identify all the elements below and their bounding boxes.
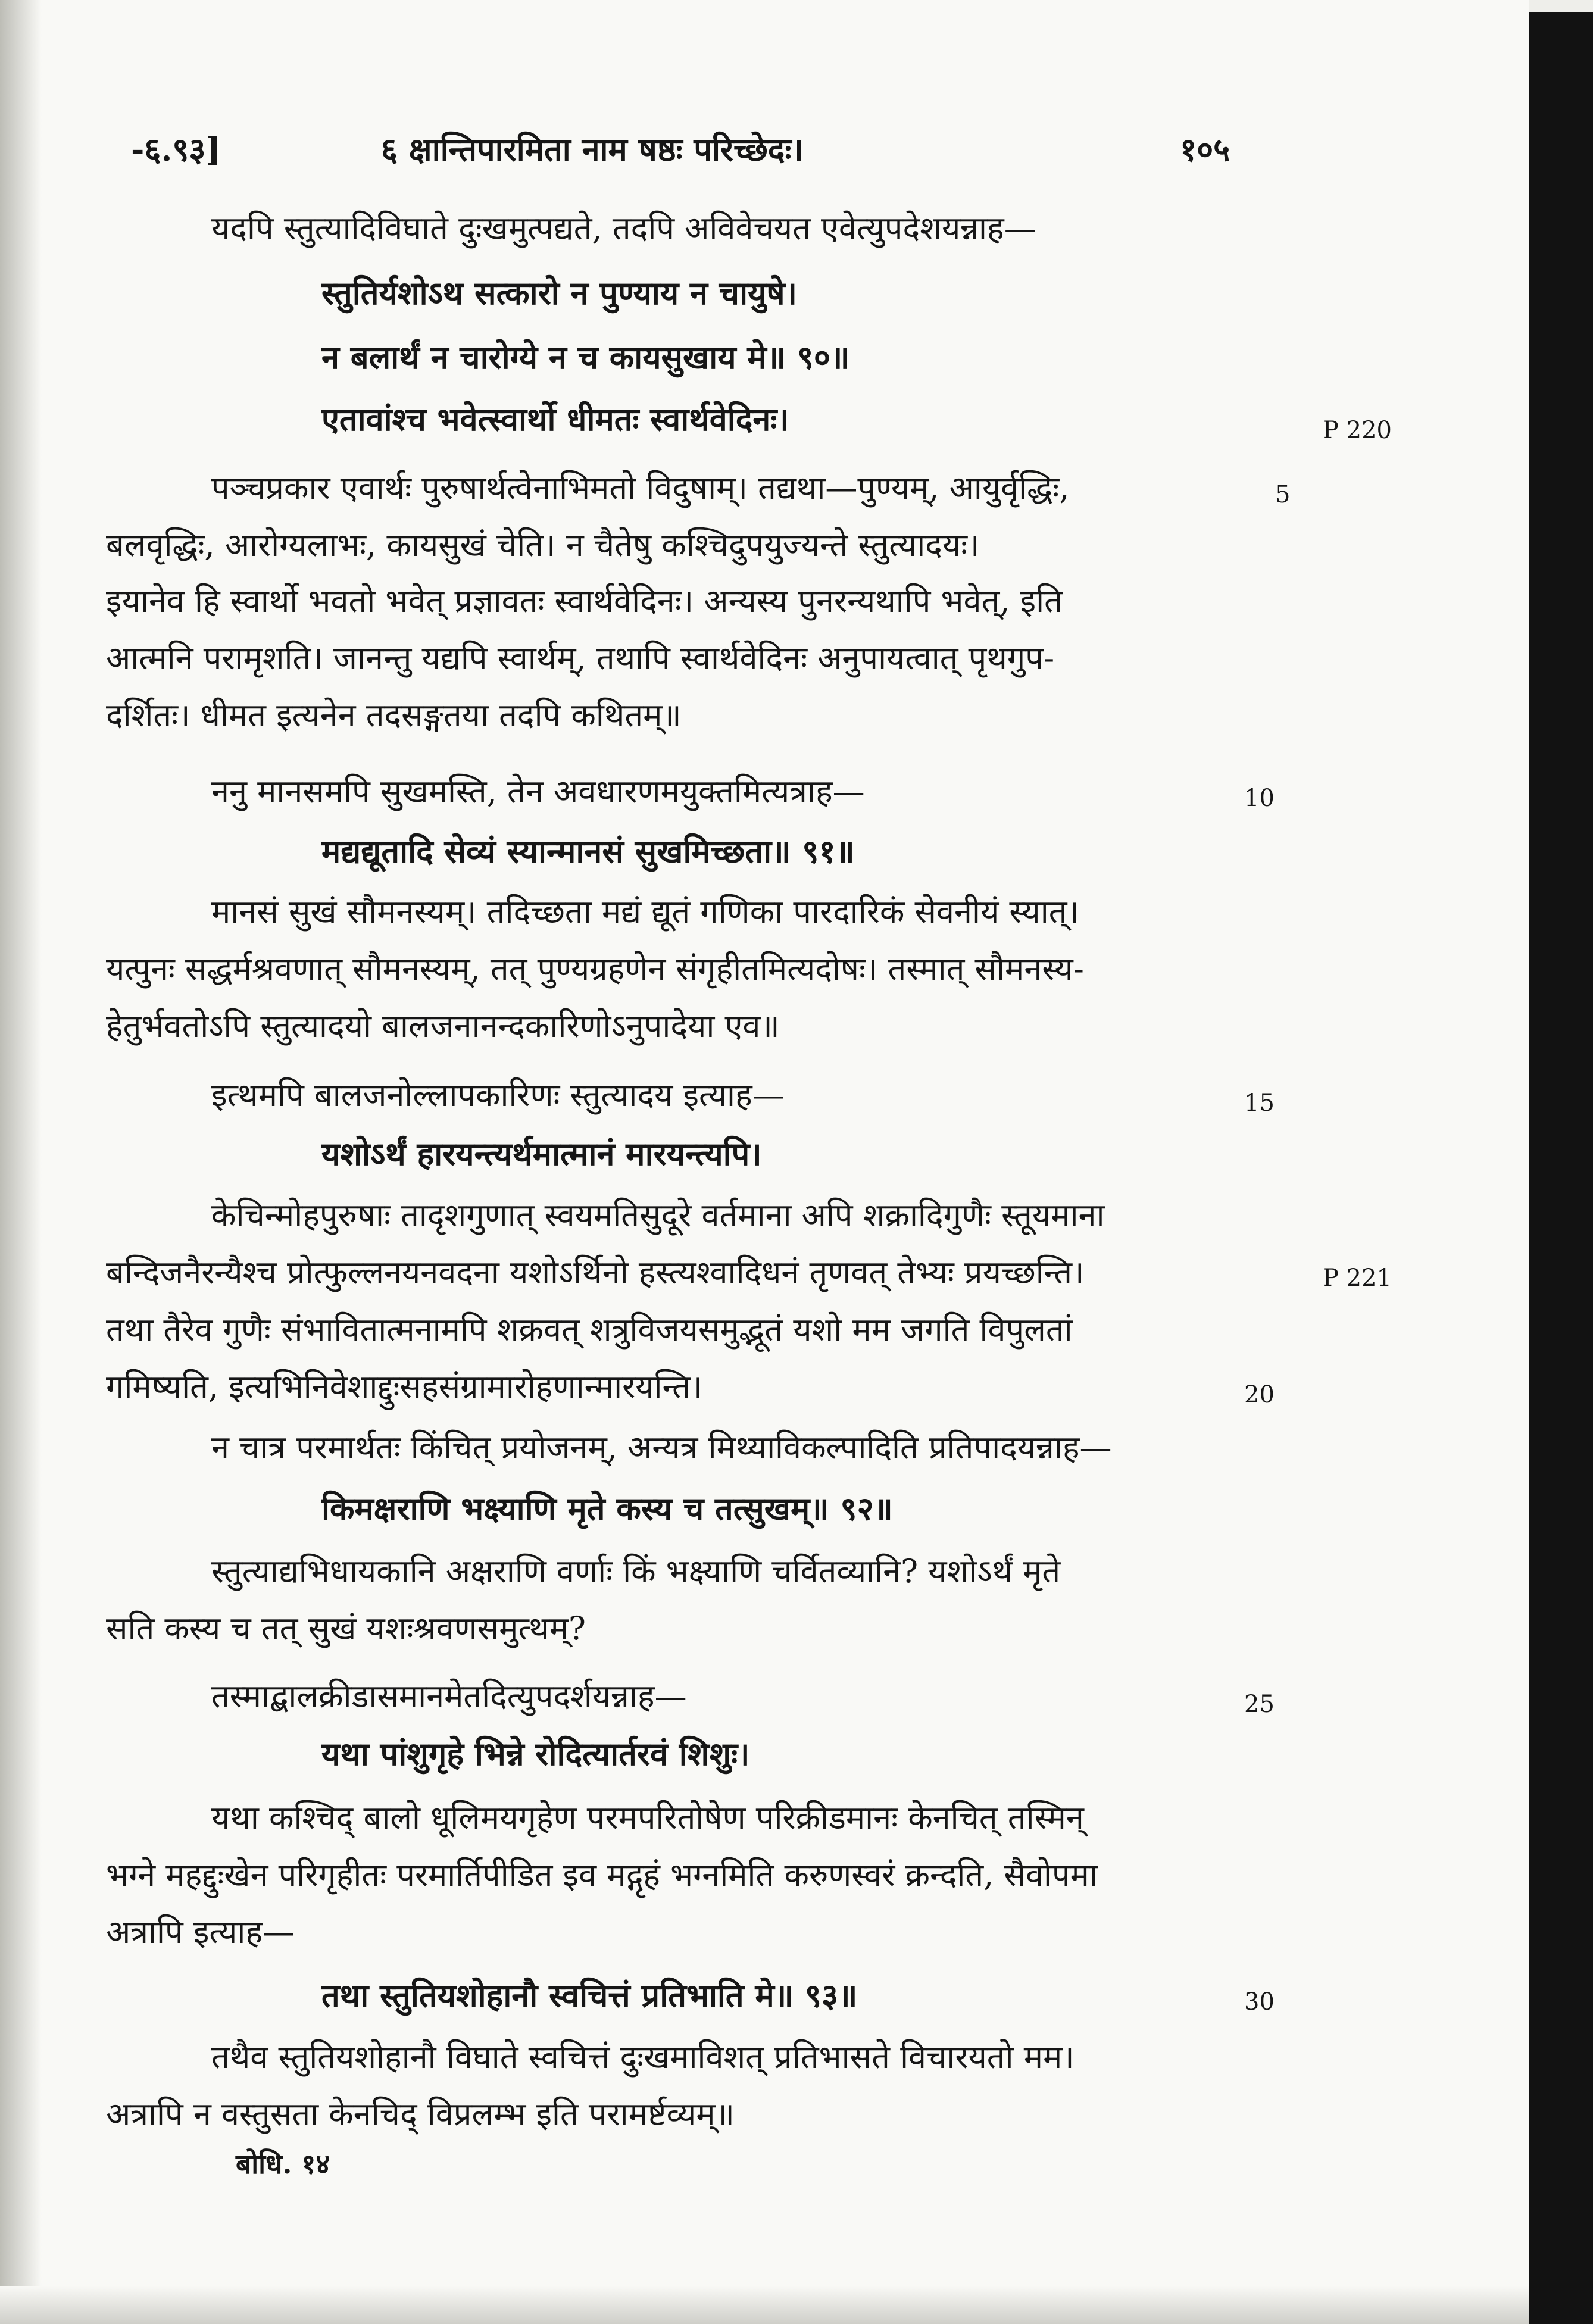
text-line: बलवृद्धिः, आरोग्यलाभः, कायसुखं चेति। न चैतेषु कश्चिदुपयुज्यन्ते स्तुत्यादयः। — [106, 526, 980, 564]
text-line: यदपि स्तुत्यादिविघाते दुःखमुत्पद्यते, तदपि अविवेचयत एवेत्युपदेशयन्नाह— — [211, 210, 1036, 247]
text-line: दर्शितः। धीमत इत्यनेन तदसङ्गतया तदपि कथितम्॥ — [106, 696, 682, 734]
verse-line: स्तुतिर्यशोऽथ सत्कारो न पुण्याय न चायुषे। — [321, 274, 798, 312]
text-line: आत्मनि परामृशति। जानन्तु यद्यपि स्वार्थम्, तथापि स्वार्थवेदिनः अनुपायत्वात् पृथगुप- — [106, 639, 1055, 677]
scan-shadow-left — [0, 0, 42, 2324]
line-number: 15 — [1244, 1089, 1275, 1117]
text-line: स्तुत्याद्यभिधायकानि अक्षराणि वर्णाः किं भक्ष्याणि चर्वितव्यानि? यशोऽर्थं मृते — [211, 1553, 1061, 1590]
line-number: 10 — [1244, 785, 1275, 812]
verse-line: एतावांश्च भवेत्स्वार्थो धीमतः स्वार्थवेदिनः। — [321, 400, 789, 438]
section-range: -६.९३] — [131, 130, 221, 168]
text-line: बन्दिजनैरन्यैश्च प्रोत्फुल्लनयनवदना यशोऽर्थिनो हस्त्यश्वादिधनं तृणवत् तेभ्यः प्रयच्छन्ति। — [106, 1254, 1085, 1291]
verse-line: मद्यद्यूतादि सेव्यं स्यान्मानसं सुखमिच्छता॥ ९१॥ — [321, 832, 855, 870]
verse-line: यथा पांशुगृहे भिन्ने रोदित्यार्तरवं शिशुः। — [321, 1735, 750, 1773]
page-number: १०५ — [1180, 130, 1230, 168]
text-line: ननु मानसमपि सुखमस्ति, तेन अवधारणमयुक्तमित्यत्राह— — [211, 773, 865, 810]
scan-edge-right — [1529, 12, 1593, 2324]
line-number: 30 — [1244, 1988, 1275, 2016]
text-line: गमिष्यति, इत्यभिनिवेशाद्दुःसहसंग्रामारोहणान्मारयन्ति। — [106, 1368, 703, 1405]
text-line: तथैव स्तुतियशोहानौ विघाते स्वचित्तं दुःखमाविशत् प्रतिभासते विचारयतो मम। — [211, 2038, 1075, 2076]
line-number: 5 — [1275, 481, 1291, 508]
text-line: पञ्चप्रकार एवार्थः पुरुषार्थत्वेनाभिमतो विदुषाम्। तद्यथा—पुण्यम्, आयुर्वृद्धिः, — [211, 469, 1070, 507]
text-line: इत्थमपि बालजनोल्लापकारिणः स्तुत्यादय इत्याह— — [211, 1076, 785, 1114]
signature-mark: बोधि. १४ — [236, 2148, 330, 2180]
text-line: मानसं सुखं सौमनस्यम्। तदिच्छता मद्यं द्यूतं गणिका पारदारिकं सेवनीयं स्यात्। — [211, 893, 1079, 930]
verse-line: यशोऽर्थं हारयन्त्यर्थमात्मानं मारयन्त्यपि। — [321, 1135, 762, 1173]
text-line: तस्माद्बालक्रीडासमानमेतदित्युपदर्शयन्नाह— — [211, 1678, 687, 1715]
text-line: सति कस्य च तत् सुखं यशःश्रवणसमुत्थम्? — [106, 1610, 586, 1647]
scan-shadow-bottom — [0, 2286, 1529, 2324]
verse-line: तथा स्तुतियशोहानौ स्वचित्तं प्रतिभाति मे॥ ९३॥ — [321, 1976, 858, 2014]
text-line: यथा कश्चिद् बालो धूलिमयगृहेण परमपरितोषेण परिक्रीडमानः केनचित् तस्मिन् — [211, 1799, 1084, 1836]
text-line: अत्रापि इत्याह— — [106, 1913, 295, 1951]
running-title: ६ क्षान्तिपारमिता नाम षष्ठः परिच्छेदः। — [381, 130, 804, 168]
text-line: अत्रापि न वस्तुसता केनचिद् विप्रलम्भ इति परामर्ष्टव्यम्॥ — [106, 2095, 735, 2133]
line-number: 20 — [1244, 1381, 1275, 1408]
verse-line: न बलार्थं न चारोग्ये न च कायसुखाय मे॥ ९०॥ — [321, 338, 850, 376]
text-line: भग्ने महद्दुःखेन परिगृहीतः परमार्तिपीडित इव मद्गृहं भग्नमिति करुणस्वरं क्रन्दति, सैवोपमा — [106, 1856, 1098, 1894]
text-line: न चात्र परमार्थतः किंचित् प्रयोजनम्, अन्यत्र मिथ्याविकल्पादिति प्रतिपादयन्नाह— — [211, 1429, 1112, 1466]
text-line: यत्पुनः सद्धर्मश्रवणात् सौमनस्यम्, तत् पुण्यग्रहणेन संगृहीतमित्यदोषः। तस्मात् सौमनस्य- — [106, 950, 1084, 988]
verse-line: किमक्षराणि भक्ष्याणि मृते कस्य च तत्सुखम्॥ ९२॥ — [321, 1489, 893, 1528]
text-line: केचिन्मोहपुरुषाः तादृशगुणात् स्वयमतिसुदूरे वर्तमाना अपि शक्रादिगुणैः स्तूयमाना — [211, 1197, 1105, 1234]
page-marker: P 221 — [1323, 1264, 1392, 1292]
line-number: 25 — [1244, 1691, 1275, 1718]
text-line: इयानेव हि स्वार्थो भवतो भवेत् प्रज्ञावतः स्वार्थवेदिनः। अन्यस्य पुनरन्यथापि भवेत्, इति — [106, 582, 1063, 620]
text-line: हेतुर्भवतोऽपि स्तुत्यादयो बालजनानन्दकारिणोऽनुपादेया एव॥ — [106, 1007, 780, 1045]
text-line: तथा तैरेव गुणैः संभावितात्मनामपि शक्रवत् शत्रुविजयसमुद्भूतं यशो मम जगति विपुलतां — [106, 1311, 1073, 1348]
page-marker: P 220 — [1323, 417, 1392, 444]
